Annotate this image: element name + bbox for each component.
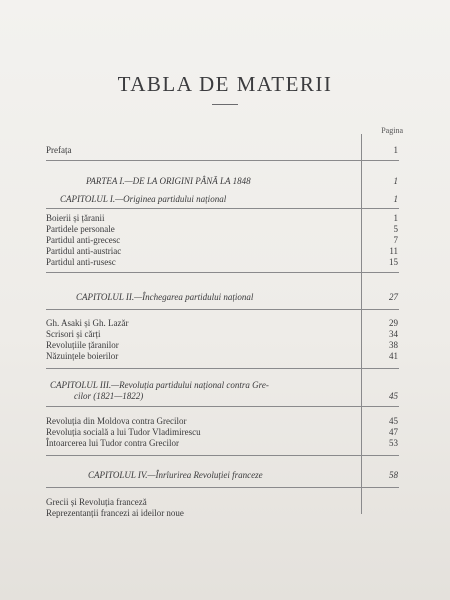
toc-entry-item [46,438,398,449]
entry-text: Întoarcerea lui Tudor contra Grecilor [46,438,179,448]
entry-text: Gh. Asaki și Gh. Lazăr [46,318,129,328]
toc-entry-item [46,497,398,508]
divider [46,208,399,209]
entry-page: 58 [389,470,398,480]
entry-text: Boierii și țăranii [46,213,105,223]
entry-text: Partidul anti-austriac [46,246,122,256]
entry-page: 1 [393,176,398,186]
entry-text: Prefața [46,145,72,155]
divider [46,160,399,161]
toc-entry-chapter2 [76,292,398,303]
entry-text: cilor (1821—1822) [74,391,144,401]
entry-page: 47 [389,427,398,437]
toc-entry-item [46,224,398,235]
entry-page: 1 [393,194,398,204]
title-underline [212,104,238,105]
entry-text: CAPITOLUL IV.—Înrîurirea Revoluției franceze [88,470,263,480]
entry-page: 38 [389,340,398,350]
entry-text: Revoluția din Moldova contra Grecilor [46,416,187,426]
entry-page: 41 [389,351,398,361]
toc-entry-chapter1 [60,194,398,205]
toc-entry-item [46,508,398,519]
entry-page: 11 [389,246,398,256]
toc-entry-item [46,257,398,268]
toc-entry-item [46,416,398,427]
page-column-rule [361,134,362,514]
divider [46,455,399,456]
entry-page: 45 [389,416,398,426]
entry-text: Partidul anti-grecesc [46,235,121,245]
page-column-label: Pagina [381,126,403,135]
toc-entry-preface [46,145,398,156]
entry-text: CAPITOLUL III.—Revoluția partidului național contra Gre- [50,380,269,390]
entry-page: 7 [393,235,398,245]
entry-text: Revoluțiile țăranilor [46,340,119,350]
entry-text: Grecii și Revoluția franceză [46,497,147,507]
toc-entry-item [46,340,398,351]
entry-page: 1 [393,213,398,223]
entry-text: PARTEA I.—DE LA ORIGINI PÂNĂ LA 1848 [86,176,251,186]
entry-text: Partidul anti-rusesc [46,257,116,267]
entry-page: 5 [393,224,398,234]
toc-entry-chapter3-line2 [74,391,398,402]
toc-entry-item [46,318,398,329]
divider [46,309,399,310]
toc-entry-item [46,351,398,362]
entry-text: Scrisori și cărți [46,329,101,339]
entry-text: CAPITOLUL I.—Originea partidului național [60,194,227,204]
divider [46,487,399,488]
toc-entry-item [46,329,398,340]
toc-entry-item [46,213,398,224]
toc-entry-item [46,246,398,257]
entry-page: 1 [393,145,398,155]
entry-page: 53 [389,438,398,448]
entry-page: 29 [389,318,398,328]
toc-entry-chapter3-line1 [50,380,398,391]
entry-page: 15 [389,257,398,267]
toc-entry-item [46,235,398,246]
entry-text: CAPITOLUL II.—Închegarea partidului național [76,292,254,302]
entry-page: 27 [389,292,398,302]
toc-entry-item [46,427,398,438]
entry-text: Partidele personale [46,224,115,234]
entry-text: Revoluția socială a lui Tudor Vladimirescu [46,427,201,437]
page-title: TABLA DE MATERII [117,72,333,96]
divider [46,368,399,369]
toc-entry-part1 [86,176,398,187]
entry-text: Reprezentanții francezi ai ideilor noue [46,508,184,518]
entry-page: 45 [389,391,398,401]
entry-page: 34 [389,329,398,339]
toc-entry-chapter4 [88,470,398,481]
entry-text: Năzuințele boierilor [46,351,119,361]
divider [46,272,399,273]
divider [46,406,399,407]
